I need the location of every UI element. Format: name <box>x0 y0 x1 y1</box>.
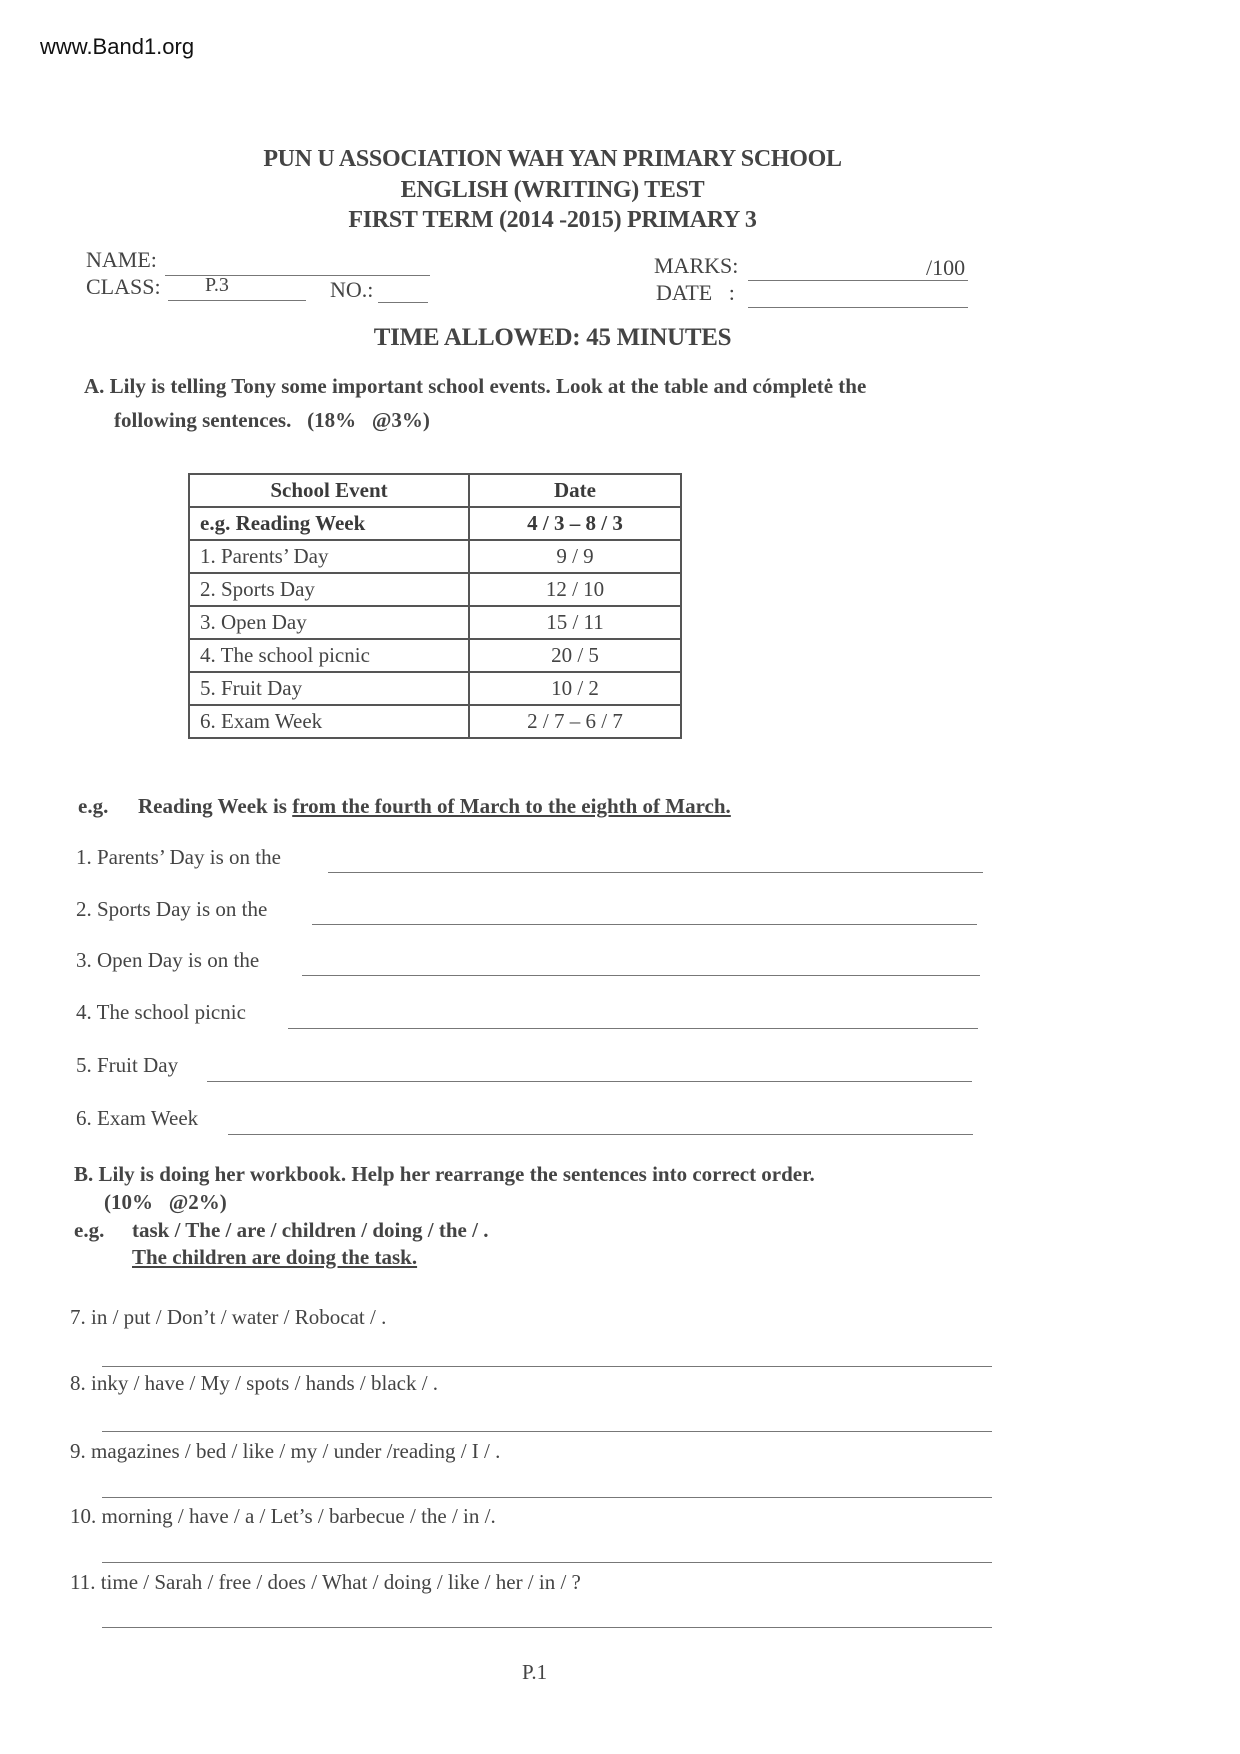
class-field[interactable] <box>168 300 306 301</box>
header-date: Date <box>469 474 681 507</box>
question-8: 8. inky / have / My / spots / hands / black / . <box>70 1371 439 1395</box>
question-2: 2. Sports Day is on the <box>76 897 268 921</box>
school-events-table <box>188 473 682 739</box>
example-sentence <box>138 794 731 819</box>
table-row <box>189 639 681 672</box>
answer-line-1[interactable] <box>328 872 983 873</box>
section-a-instruction-2: following sentences. (18% @3%) <box>114 408 430 432</box>
table-row <box>189 606 681 639</box>
event-cell: e.g. Reading Week <box>189 507 469 540</box>
example-label-b: e.g. <box>74 1218 105 1242</box>
question-6: 6. Exam Week <box>76 1106 199 1130</box>
class-label: CLASS: <box>86 274 161 299</box>
date-cell: 20 / 5 <box>469 639 681 672</box>
section-a-instruction: A. Lily is telling Tony some important school events. Look at the table and cómpletė the <box>84 374 867 398</box>
question-5: 5. Fruit Day <box>76 1053 179 1077</box>
question-11: 11. time / Sarah / free / does / What / doing / like / her / in / ? <box>70 1570 581 1594</box>
class-value: P.3 <box>205 274 229 296</box>
date-cell: 12 / 10 <box>469 573 681 606</box>
answer-line-8[interactable] <box>102 1431 992 1432</box>
no-field[interactable] <box>378 302 428 303</box>
event-cell: 1. Parents’ Day <box>189 540 469 573</box>
header-school-event: School Event <box>189 474 469 507</box>
table-row <box>189 507 681 540</box>
date-label: DATE : <box>656 280 735 305</box>
table-row <box>189 705 681 738</box>
question-10: 10. morning / have / a / Let’s / barbecue / the / in /. <box>70 1504 496 1528</box>
answer-line-2[interactable] <box>312 924 977 925</box>
example-words-b: task / The / are / children / doing / the / . <box>132 1218 489 1242</box>
date-cell: 9 / 9 <box>469 540 681 573</box>
question-3: 3. Open Day is on the <box>76 948 260 972</box>
question-9: 9. magazines / bed / like / my / under /reading / I / . <box>70 1439 501 1463</box>
example-answer-b: The children are doing the task. <box>132 1245 418 1269</box>
page-number: P.1 <box>522 1660 548 1684</box>
test-title: ENGLISH (WRITING) TEST <box>400 177 705 203</box>
table-row <box>189 573 681 606</box>
answer-line-3[interactable] <box>302 975 980 976</box>
date-cell: 15 / 11 <box>469 606 681 639</box>
event-cell: 3. Open Day <box>189 606 469 639</box>
time-allowed: TIME ALLOWED: 45 MINUTES <box>373 324 732 351</box>
answer-line-6[interactable] <box>228 1134 973 1135</box>
marks-total: /100 <box>926 255 966 280</box>
answer-line-5[interactable] <box>207 1081 972 1082</box>
watermark[interactable]: www.Band1.org <box>40 34 195 59</box>
name-label: NAME: <box>86 247 157 272</box>
answer-line-10[interactable] <box>102 1562 992 1563</box>
section-b-instruction: B. Lily is doing her workbook. Help her rearrange the sentences into correct order. <box>74 1162 815 1186</box>
answer-line-11[interactable] <box>102 1627 992 1628</box>
question-7: 7. in / put / Don’t / water / Robocat / . <box>70 1305 387 1329</box>
date-cell: 10 / 2 <box>469 672 681 705</box>
term-title: FIRST TERM (2014 -2015) PRIMARY 3 <box>348 207 757 233</box>
answer-line-7[interactable] <box>102 1366 992 1367</box>
date-cell: 2 / 7 – 6 / 7 <box>469 705 681 738</box>
section-b-instruction-2: (10% @2%) <box>104 1190 227 1214</box>
example-label: e.g. <box>78 794 109 818</box>
school-name: PUN U ASSOCIATION WAH YAN PRIMARY SCHOOL <box>263 146 842 172</box>
event-cell: 6. Exam Week <box>189 705 469 738</box>
answer-line-9[interactable] <box>102 1497 992 1498</box>
event-cell: 4. The school picnic <box>189 639 469 672</box>
date-cell: 4 / 3 – 8 / 3 <box>469 507 681 540</box>
table-row <box>189 540 681 573</box>
table-row <box>189 672 681 705</box>
example-answer: from the fourth of March to the eighth of March. <box>292 794 731 818</box>
no-label: NO.: <box>330 277 374 302</box>
event-cell: 2. Sports Day <box>189 573 469 606</box>
date-field[interactable] <box>748 307 968 308</box>
answer-line-4[interactable] <box>288 1028 978 1029</box>
event-cell: 5. Fruit Day <box>189 672 469 705</box>
example-prefix: Reading Week is <box>138 794 293 818</box>
question-4: 4. The school picnic <box>76 1000 246 1024</box>
table-header-row <box>189 474 681 507</box>
marks-label: MARKS: <box>654 253 739 278</box>
question-1: 1. Parents’ Day is on the <box>76 845 281 869</box>
